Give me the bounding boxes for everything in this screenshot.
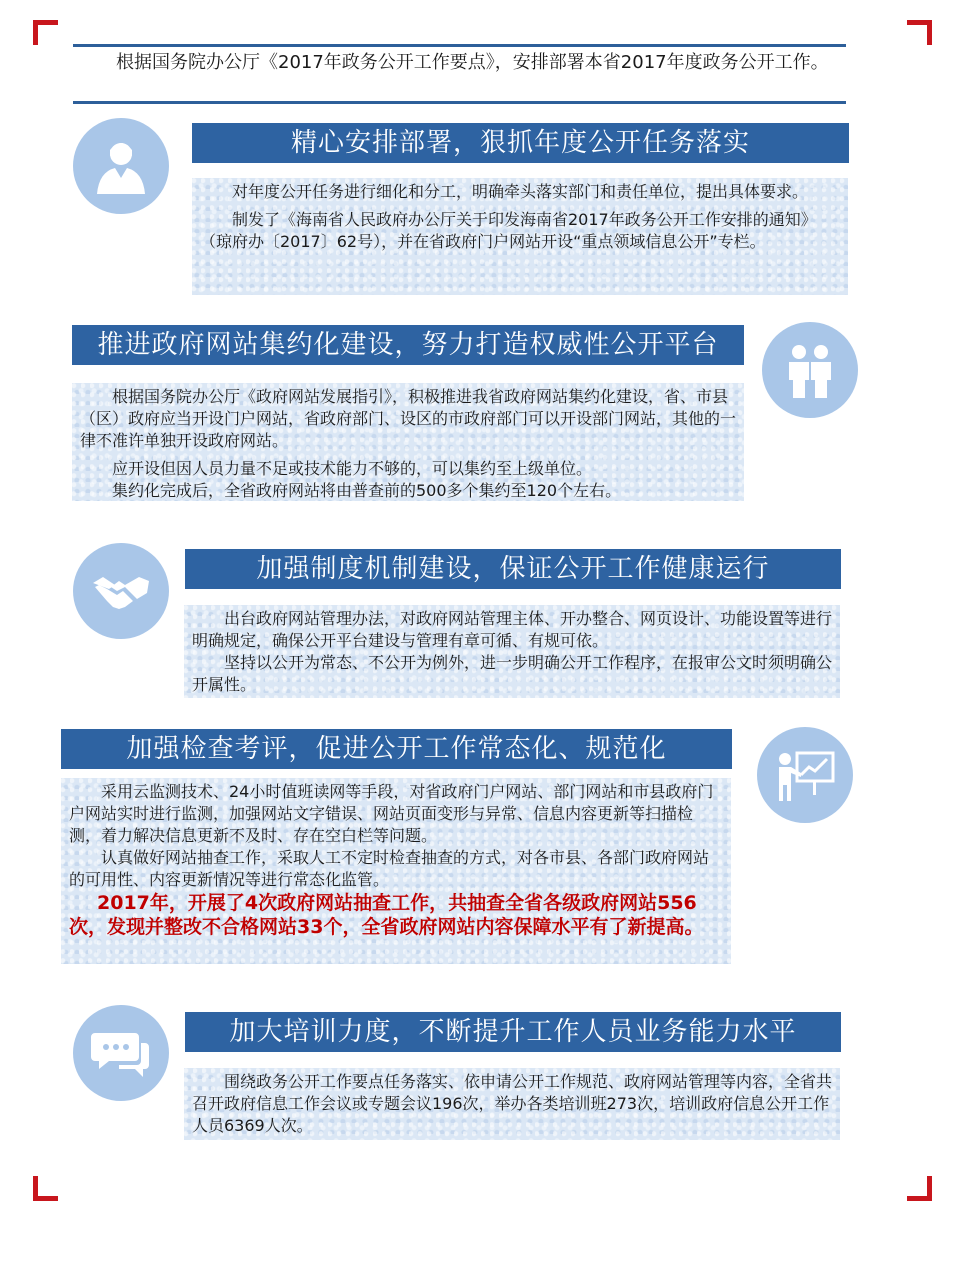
intro-rule-top <box>73 44 846 47</box>
section-2-body <box>72 383 744 501</box>
section-1-title: 精心安排部署，狠抓年度公开任务落实 <box>192 123 849 163</box>
section-3-paragraph-2: 坚持以公开为常态、不公开为例外，进一步明确公开工作程序，在报审公文时须明确公开属性。 <box>192 653 833 694</box>
section-4-body <box>61 778 731 964</box>
section-4-title: 加强检查考评，促进公开工作常态化、规范化 <box>61 729 732 769</box>
section-2-paragraph-3: 集约化完成后，全省政府网站将由普查前的500多个集约至120个左右。 <box>112 481 622 500</box>
section-1-body <box>192 178 848 295</box>
section-1-paragraph-2: 制发了《海南省人民政府办公厅关于印发海南省2017年政务公开工作安排的通知》（琼府办〔2017〕62号），并在省政府门户网站开设“重点领域信息公开”专栏。 <box>200 210 817 251</box>
section-3-paragraph-1: 出台政府网站管理办法，对政府网站管理主体、开办整合、网页设计、功能设置等进行明确规定，确保公开平台建设与管理有章可循、有规可依。 <box>192 609 833 650</box>
corner-mark-bottom-left <box>33 1176 58 1201</box>
intro-text: 根据国务院办公厅《2017年政务公开工作要点》，安排部署本省2017年度政务公开工作。 <box>116 52 829 73</box>
section-1-paragraph-1: 对年度公开任务进行细化和分工，明确牵头落实部门和责任单位，提出具体要求。 <box>232 182 809 201</box>
people-icon <box>762 322 858 418</box>
section-5-title: 加大培训力度，不断提升工作人员业务能力水平 <box>185 1012 841 1052</box>
section-3-body <box>184 605 840 698</box>
section-5-paragraph-1: 围绕政务公开工作要点任务落实、依申请公开工作规范、政府网站管理等内容，全省共召开政府信息工作会议或专题会议196次，举办各类培训班273次，培训政府信息公开工作人员6369人次。 <box>192 1072 833 1135</box>
corner-mark-bottom-right <box>907 1176 932 1201</box>
section-4-paragraph-1: 采用云监测技术、24小时值班读网等手段，对省政府门户网站、部门网站和市县政府门户网站实时进行监测，加强网站文字错误、网站页面变形与异常、信息内容更新等扫描检测，着力解决信息更新不及时、存在空白栏等问题。 <box>69 782 714 845</box>
person-icon <box>73 118 169 214</box>
section-3-title: 加强制度机制建设，保证公开工作健康运行 <box>185 549 841 589</box>
section-2-paragraph-2: 应开设但因人员力量不足或技术能力不够的，可以集约至上级单位。 <box>112 459 593 478</box>
presentation-icon <box>757 727 853 823</box>
section-4-paragraph-2: 认真做好网站抽查工作，采取人工不定时检查抽查的方式，对各市县、各部门政府网站的可用性、内容更新情况等进行常态化监管。 <box>69 848 710 889</box>
section-2-title: 推进政府网站集约化建设，努力打造权威性公开平台 <box>72 325 744 365</box>
section-5-body <box>184 1068 840 1140</box>
section-4-highlight: 2017年，开展了4次政府网站抽查工作，共抽查全省各级政府网站556次，发现并整改不合格网站33个，全省政府网站内容保障水平有了新提高。 <box>69 892 704 938</box>
section-2-paragraph-1: 根据国务院办公厅《政府网站发展指引》，积极推进我省政府网站集约化建设，省、市县（区）政府应当开设门户网站，省政府部门、设区的市政府部门可以开设部门网站，其他的一律不准许单独开设政府网站。 <box>80 387 737 450</box>
handshake-icon <box>73 543 169 639</box>
chat-icon <box>73 1005 169 1101</box>
corner-mark-top-left <box>33 20 58 45</box>
intro-rule-bottom <box>73 101 846 104</box>
corner-mark-top-right <box>907 20 932 45</box>
